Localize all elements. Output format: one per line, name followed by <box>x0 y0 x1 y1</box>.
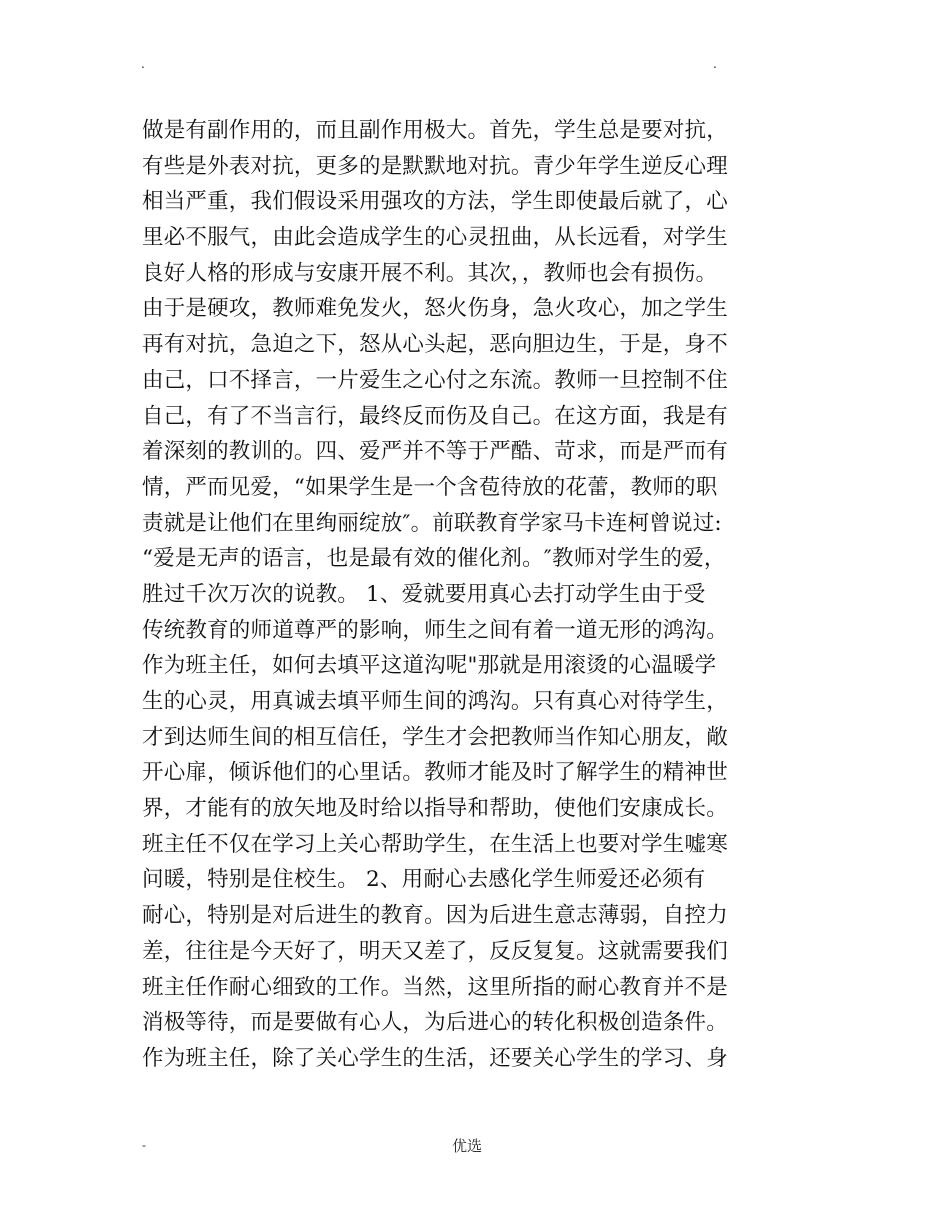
body-line: 相当严重，我们假设采用强攻的方法，学生即使最后就了，心 <box>142 189 728 215</box>
body-line: 着深刻的教训的。四、爱严并不等于严酷、苛求，而是严而有 <box>142 439 728 465</box>
body-line: 界，才能有的放矢地及时给以指导和帮助，使他们安康成长。 <box>142 796 728 822</box>
body-line: 差，往往是今天好了，明天又差了，反反复复。这就需要我们 <box>142 938 728 964</box>
footer-label: 优选 <box>452 1137 483 1155</box>
header-dot-right: . <box>713 57 717 71</box>
body-line: 由己，口不择言，一片爱生之心付之东流。教师一旦控制不住 <box>142 367 728 393</box>
body-line: 有些是外表对抗，更多的是默默地对抗。青少年学生逆反心理 <box>142 153 728 179</box>
body-line: “爱是无声的语言，也是最有效的催化剂。″教师对学生的爱， <box>142 546 726 572</box>
body-line: 责就是让他们在里绚丽绽放″。前联教育学家马卡连柯曾说过: <box>142 510 722 536</box>
body-line: 班主任作耐心细致的工作。当然，这里所指的耐心教育并不是 <box>142 974 728 1000</box>
body-line: 消极等待，而是要做有心人，为后进心的转化积极创造条件。 <box>142 1010 728 1036</box>
body-line: 问暖，特别是住校生。 2、用耐心去感化学生师爱还必须有 <box>142 867 706 893</box>
body-line: 班主任不仅在学习上关心帮助学生，在生活上也要对学生嘘寒 <box>142 831 728 857</box>
body-line: 自己，有了不当言行，最终反而伤及自己。在这方面，我是有 <box>142 403 728 429</box>
body-line: 生的心灵，用真诚去填平师生间的鸿沟。只有真心对待学生， <box>142 689 728 714</box>
body-line: 开心扉，倾诉他们的心里话。教师才能及时了解学生的精神世 <box>142 760 728 786</box>
body-line: 耐心，特别是对后进生的教育。因为后进生意志薄弱，自控力 <box>142 903 728 929</box>
body-line: 传统教育的师道尊严的影响，师生之间有着一道无形的鸿沟。 <box>142 617 728 643</box>
body-line: 情，严而见爱，“如果学生是一个含苞待放的花蕾，教师的职 <box>142 474 718 500</box>
body-line: 由于是硬攻，教师难免发火，怒火伤身，急火攻心，加之学生 <box>142 296 728 322</box>
body-line: 良好人格的形成与安康开展不利。其次，，教师也会有损伤。 <box>142 260 718 286</box>
body-line: 才到达师生间的相互信任，学生才会把教师当作知心朋友，敞 <box>142 724 728 750</box>
document-body <box>142 113 832 1077</box>
body-line: 作为班主任，除了关心学生的生活，还要关心学生的学习、身 <box>142 1045 728 1071</box>
body-line: 再有对抗，急迫之下，怒从心头起，恶向胆边生，于是，身不 <box>142 332 728 358</box>
footer-dash: - <box>142 1138 146 1152</box>
body-line: 作为班主任，如何去填平这道沟呢"那就是用滚烫的心温暖学 <box>142 653 717 679</box>
header-dot-left: . <box>141 57 145 71</box>
body-line: 胜过千次万次的说教。 1、爱就要用真心去打动学生由于受 <box>142 581 706 607</box>
body-line: 里必不服气，由此会造成学生的心灵扭曲，从长远看，对学生 <box>142 225 728 251</box>
body-line: 做是有副作用的，而且副作用极大。首先，学生总是要对抗， <box>142 118 728 143</box>
